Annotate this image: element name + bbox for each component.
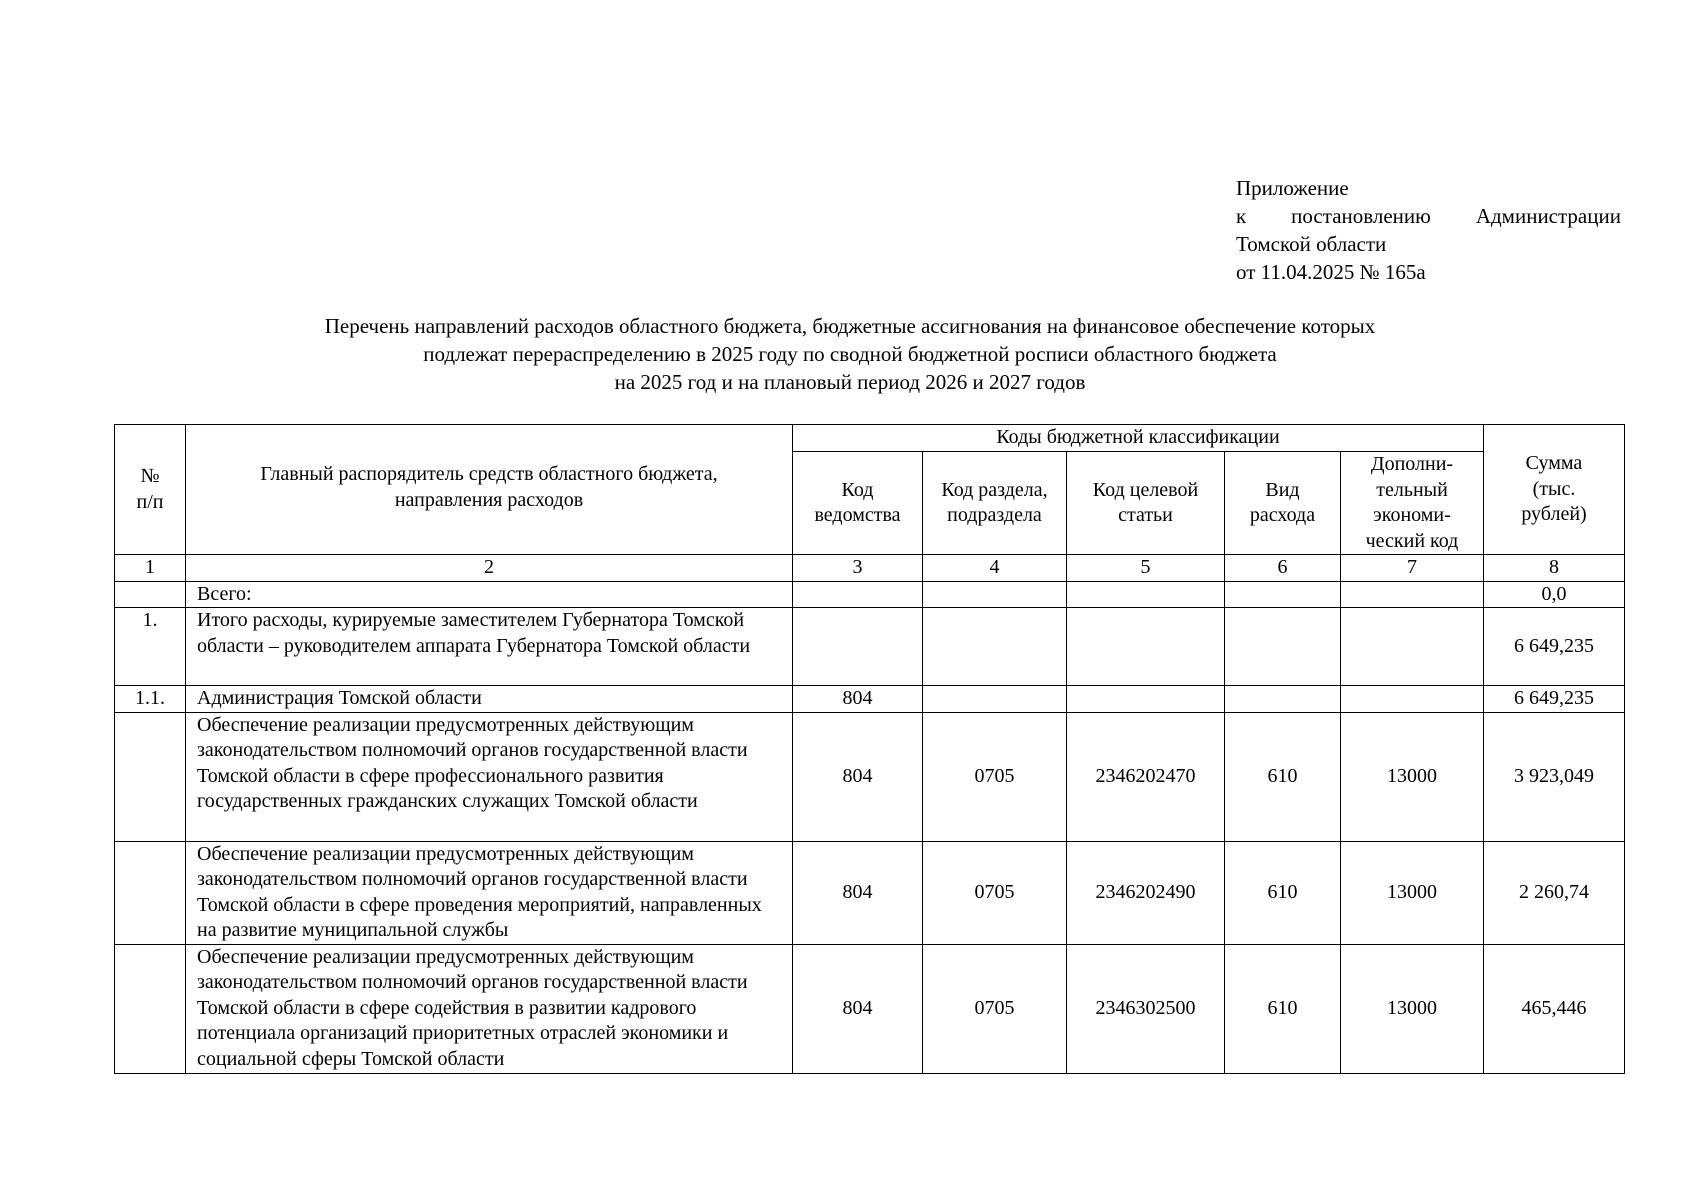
header-expense-line: Вид bbox=[1265, 478, 1300, 501]
header-sum bbox=[1484, 425, 1625, 555]
row-expense-type: 610 bbox=[1225, 944, 1341, 1073]
column-index: 6 bbox=[1225, 555, 1341, 582]
row-expense-type bbox=[1225, 686, 1341, 713]
header-description-line: Главный распорядитель средств областного бюджета, bbox=[260, 463, 718, 485]
title-line-3: на 2025 год и на плановый период 2026 и 2027 годов bbox=[614, 370, 1086, 394]
row-description: Обеспечение реализации предусмотренных действующим законодательством полномочий органов государственной власти Томской области в сфере профессионального развития государственных гражданских служащих Томской области bbox=[186, 712, 793, 841]
row-section-code: 0705 bbox=[923, 712, 1067, 841]
row-extra-code bbox=[1341, 686, 1484, 713]
row-expense-type: 610 bbox=[1225, 712, 1341, 841]
column-index-row bbox=[115, 555, 1625, 582]
row-section-code bbox=[923, 686, 1067, 713]
row-num bbox=[115, 841, 186, 944]
appendix-line-4: от 11.04.2025 № 165а bbox=[1236, 260, 1426, 284]
row-target-code bbox=[1067, 608, 1225, 686]
header-num bbox=[115, 425, 186, 555]
row-num bbox=[115, 581, 186, 608]
header-section-line: подраздела bbox=[947, 504, 1042, 526]
row-description: Обеспечение реализации предусмотренных действующим законодательством полномочий органов государственной власти Томской области в сфере проведения мероприятий, направленных на развитие муниципальной службы bbox=[186, 841, 793, 944]
row-extra-code: 13000 bbox=[1341, 712, 1484, 841]
header-row-group bbox=[115, 425, 1625, 452]
row-num: 1. bbox=[115, 608, 186, 686]
row-dept-code: 804 bbox=[793, 712, 923, 841]
row-dept-code: 804 bbox=[793, 686, 923, 713]
column-index: 5 bbox=[1067, 555, 1225, 582]
header-description bbox=[186, 425, 793, 555]
appendix-block bbox=[1236, 174, 1621, 286]
row-extra-code: 13000 bbox=[1341, 944, 1484, 1073]
row-target-code bbox=[1067, 686, 1225, 713]
header-target-line: статьи bbox=[1118, 504, 1173, 526]
header-extra-line: ческий код bbox=[1365, 529, 1459, 552]
row-sum: 465,446 bbox=[1484, 944, 1625, 1073]
header-dept-line: ведомства bbox=[814, 504, 901, 526]
column-index: 2 bbox=[186, 555, 793, 582]
header-target-code bbox=[1067, 452, 1225, 555]
table-row bbox=[115, 712, 1625, 841]
header-codes-group: Коды бюджетной классификации bbox=[793, 425, 1484, 452]
row-dept-code: 804 bbox=[793, 944, 923, 1073]
header-extra-line: экономи- bbox=[1373, 504, 1451, 526]
budget-table bbox=[114, 424, 1625, 1074]
header-dept-code bbox=[793, 452, 923, 555]
row-section-code bbox=[923, 581, 1067, 608]
row-expense-type bbox=[1225, 608, 1341, 686]
row-description: Обеспечение реализации предусмотренных действующим законодательством полномочий органов государственной власти Томской области в сфере содействия в развитии кадрового потенциала организаций приоритетных отраслей экономики и социальной сферы Томской области bbox=[186, 944, 793, 1073]
header-extra-line: тельный bbox=[1376, 478, 1448, 501]
header-section-code bbox=[923, 452, 1067, 555]
appendix-word: постановлению bbox=[1291, 204, 1431, 228]
row-section-code: 0705 bbox=[923, 841, 1067, 944]
document-title bbox=[180, 312, 1520, 396]
column-index: 8 bbox=[1484, 555, 1625, 582]
header-expense-line: расхода bbox=[1249, 504, 1316, 526]
header-sum-line: рублей) bbox=[1521, 503, 1587, 526]
row-extra-code bbox=[1341, 581, 1484, 608]
header-num-line: п/п bbox=[136, 490, 164, 513]
row-extra-code: 13000 bbox=[1341, 841, 1484, 944]
table-row bbox=[115, 608, 1625, 686]
row-description: Итого расходы, курируемые заместителем Губернатора Томской области – руководителем аппарата Губернатора Томской области bbox=[186, 608, 793, 686]
row-expense-type: 610 bbox=[1225, 841, 1341, 944]
row-target-code: 2346202470 bbox=[1067, 712, 1225, 841]
header-num-line: № bbox=[140, 465, 160, 487]
title-line-1: Перечень направлений расходов областного бюджета, бюджетные ассигнования на финансовое обеспечение которых bbox=[324, 314, 1376, 338]
header-sum-line: Сумма bbox=[1525, 452, 1583, 475]
appendix-line-1: Приложение bbox=[1236, 176, 1349, 200]
title-line-2: подлежат перераспределению в 2025 году по сводной бюджетной росписи областного бюджета bbox=[423, 342, 1277, 366]
column-index: 1 bbox=[115, 555, 186, 582]
row-num bbox=[115, 944, 186, 1073]
row-description: Всего: bbox=[186, 581, 793, 608]
row-dept-code bbox=[793, 581, 923, 608]
row-target-code bbox=[1067, 581, 1225, 608]
row-description: Администрация Томской области bbox=[186, 686, 793, 713]
table-row bbox=[115, 944, 1625, 1073]
row-num bbox=[115, 712, 186, 841]
column-index: 4 bbox=[923, 555, 1067, 582]
row-section-code: 0705 bbox=[923, 944, 1067, 1073]
table-row bbox=[115, 841, 1625, 944]
row-extra-code bbox=[1341, 608, 1484, 686]
row-sum: 2 260,74 bbox=[1484, 841, 1625, 944]
row-num: 1.1. bbox=[115, 686, 186, 713]
header-dept-line: Код bbox=[841, 478, 874, 501]
header-extra-code bbox=[1341, 452, 1484, 555]
header-target-line: Код целевой bbox=[1092, 478, 1199, 501]
appendix-word: к bbox=[1236, 204, 1247, 228]
table-row bbox=[115, 686, 1625, 713]
appendix-line-2 bbox=[1236, 202, 1621, 230]
appendix-line-3: Томской области bbox=[1236, 232, 1387, 256]
row-dept-code bbox=[793, 608, 923, 686]
row-target-code: 2346302500 bbox=[1067, 944, 1225, 1073]
row-target-code: 2346202490 bbox=[1067, 841, 1225, 944]
header-expense-type bbox=[1225, 452, 1341, 555]
header-description-line: направления расходов bbox=[394, 488, 584, 511]
row-sum: 6 649,235 bbox=[1484, 608, 1625, 686]
row-dept-code: 804 bbox=[793, 841, 923, 944]
row-sum: 0,0 bbox=[1484, 581, 1625, 608]
column-index: 7 bbox=[1341, 555, 1484, 582]
row-section-code bbox=[923, 608, 1067, 686]
row-expense-type bbox=[1225, 581, 1341, 608]
table-row bbox=[115, 581, 1625, 608]
column-index: 3 bbox=[793, 555, 923, 582]
header-extra-line: Дополни- bbox=[1370, 453, 1454, 475]
row-sum: 3 923,049 bbox=[1484, 712, 1625, 841]
header-sum-line: (тыс. bbox=[1532, 477, 1576, 500]
appendix-word: Администрации bbox=[1475, 204, 1621, 228]
row-sum: 6 649,235 bbox=[1484, 686, 1625, 713]
header-section-line: Код раздела, bbox=[941, 478, 1048, 501]
